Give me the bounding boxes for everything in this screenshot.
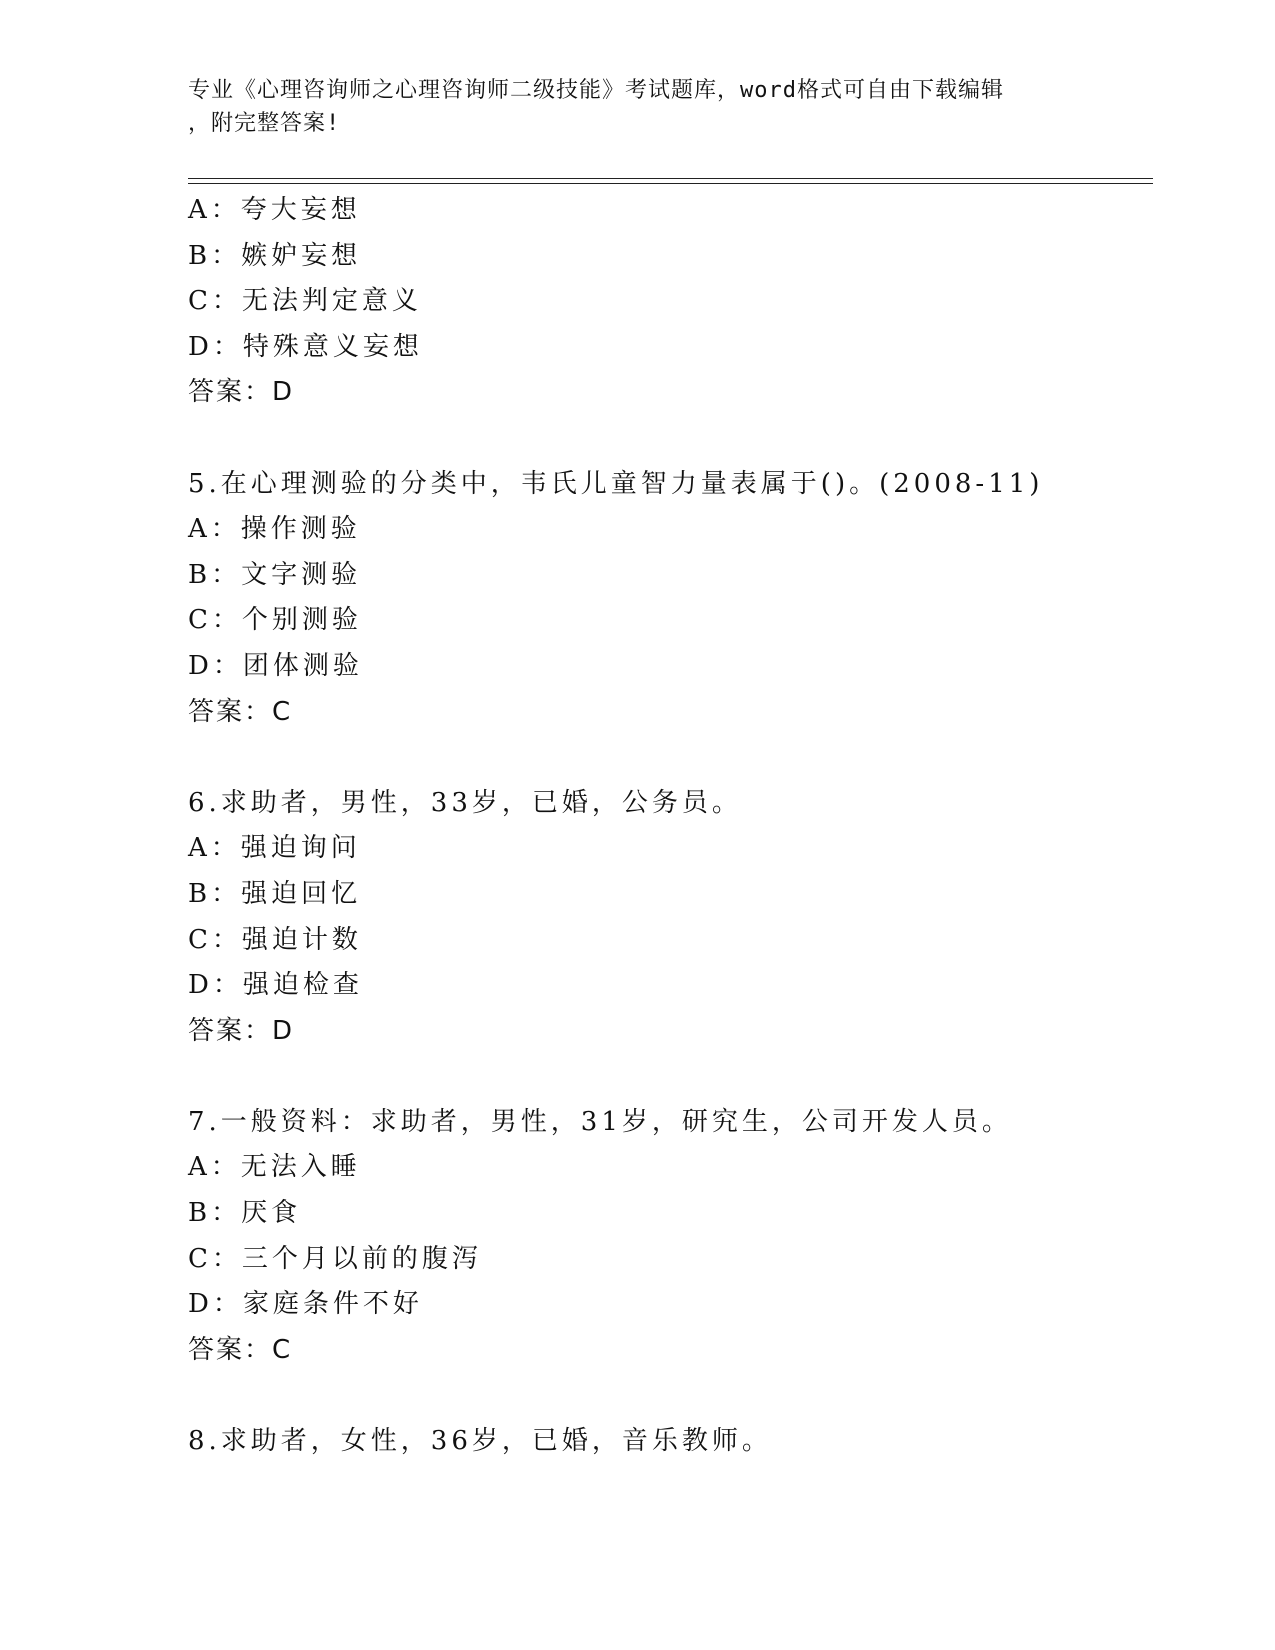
- document-header: [188, 74, 1088, 140]
- answer: 答案：D: [188, 1015, 295, 1046]
- answer: 答案：C: [188, 696, 293, 727]
- option-c: C：个别测验: [188, 605, 362, 636]
- option-b: B：强迫回忆: [188, 878, 362, 909]
- question-6: [188, 781, 1148, 1055]
- answer: 答案：D: [188, 377, 295, 408]
- question-4: [188, 188, 1148, 416]
- question-7: [188, 1100, 1148, 1374]
- spacer: [188, 1054, 1148, 1100]
- option-d: D：团体测验: [188, 650, 363, 681]
- answer: 答案：C: [188, 1334, 293, 1365]
- header-rule-top: [188, 178, 1153, 179]
- option-d: D：强迫检查: [188, 970, 363, 1001]
- question-5: [188, 462, 1148, 736]
- header-line-1: 专业《心理咨询师之心理咨询师二级技能》考试题库，word格式可自由下载编辑: [188, 78, 1004, 103]
- option-a: A：强迫询问: [188, 833, 361, 864]
- option-c: C：三个月以前的腹泻: [188, 1243, 482, 1274]
- option-a: A：无法入睡: [188, 1152, 361, 1183]
- spacer: [188, 416, 1148, 462]
- option-b: B：嫉妒妄想: [188, 240, 362, 271]
- option-b: B：厌食: [188, 1198, 302, 1229]
- question-8: [188, 1419, 1148, 1465]
- question-list: [188, 188, 1148, 1465]
- header-line-2: ，附完整答案!: [188, 111, 341, 136]
- question-stem: 6.求助者，男性，33岁，已婚，公务员。: [188, 787, 742, 818]
- option-d: D：特殊意义妄想: [188, 331, 423, 362]
- option-c: C：无法判定意义: [188, 286, 422, 317]
- question-stem: 8.求助者，女性，36岁，已婚，音乐教师。: [188, 1426, 772, 1457]
- question-stem: 5.在心理测验的分类中，韦氏儿童智力量表属于()。(2008-11): [188, 468, 1044, 499]
- option-a: A：夸大妄想: [188, 195, 361, 225]
- option-a: A：操作测验: [188, 514, 361, 545]
- spacer: [188, 1373, 1148, 1419]
- option-b: B：文字测验: [188, 559, 362, 590]
- question-stem: 7.一般资料：求助者，男性，31岁，研究生，公司开发人员。: [188, 1106, 1012, 1137]
- option-c: C：强迫计数: [188, 924, 362, 955]
- option-d: D：家庭条件不好: [188, 1289, 423, 1320]
- header-rule-bottom: [188, 183, 1153, 184]
- spacer: [188, 735, 1148, 781]
